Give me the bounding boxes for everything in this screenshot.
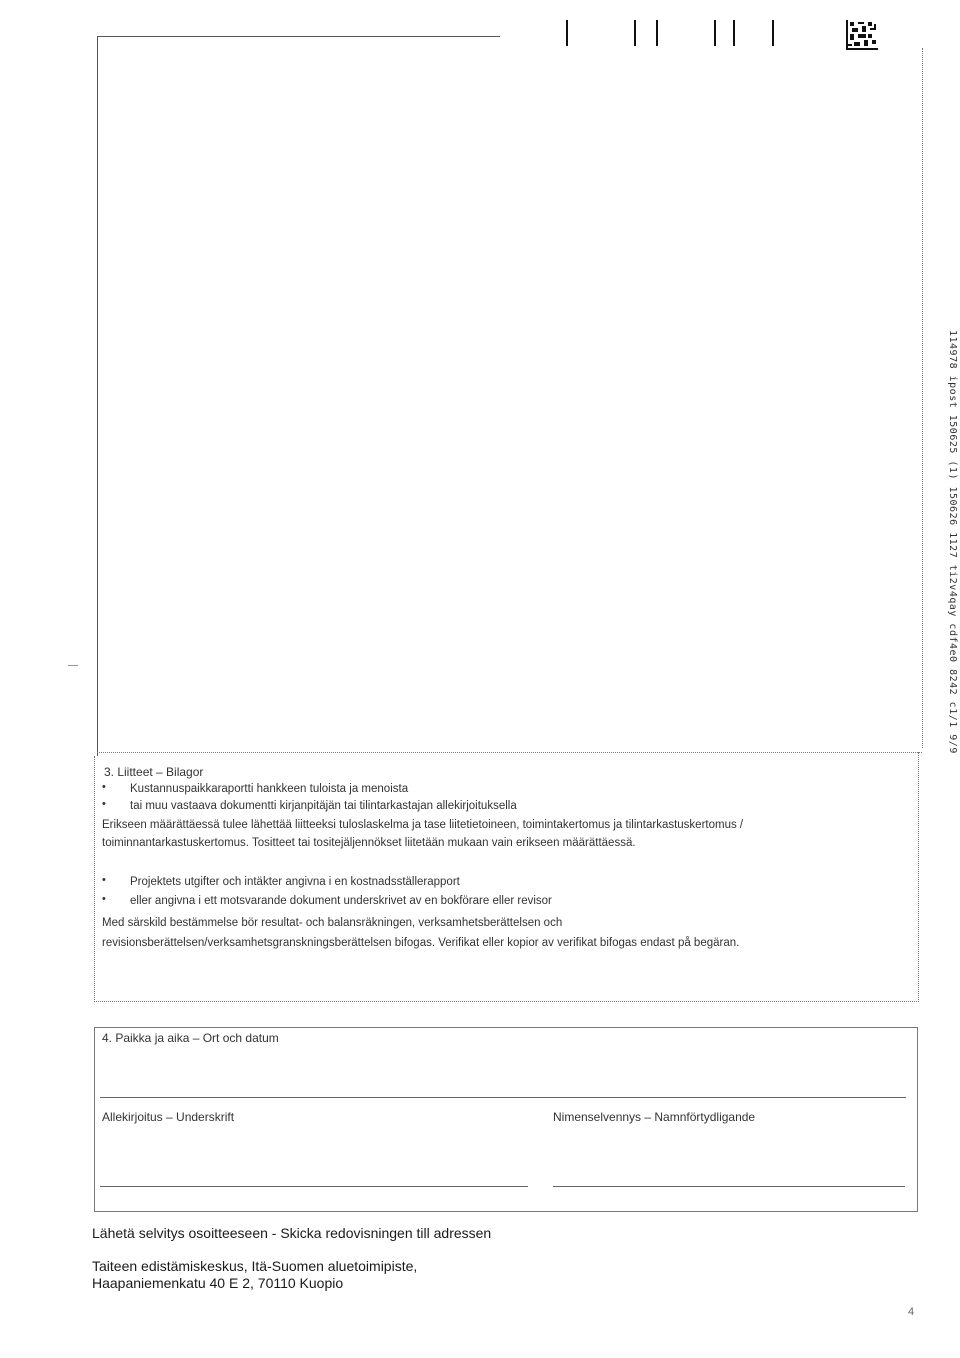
section3-heading: 3. Liitteet – Bilagor bbox=[104, 765, 204, 779]
page-number: 4 bbox=[908, 1306, 915, 1318]
fi-bullet-1: Kustannuspaikkaraportti hankkeen tuloista ja menoista bbox=[130, 783, 409, 795]
sv-bullet-2: eller angivna i ett motsvarande dokument underskrivet av en bokförare eller revisor bbox=[130, 895, 552, 907]
barcode-bar bbox=[733, 20, 735, 46]
fax-header-id: 114978 ipost 150625 (1) 150626 1127 ti2v4qay cdf4e0 8242 c1/1 9/9 bbox=[947, 330, 958, 754]
section4-top-border bbox=[94, 1027, 918, 1028]
address-line-1: Taiteen edistämiskeskus, Itä-Suomen aluetoimipiste, bbox=[92, 1258, 418, 1274]
barcode-bar bbox=[656, 20, 658, 46]
bullet-dot: • bbox=[102, 874, 106, 886]
send-to-instruction: Lähetä selvitys osoitteeseen - Skicka redovisningen till adressen bbox=[92, 1225, 492, 1241]
section4-bottom-border bbox=[94, 1211, 918, 1212]
barcode-bar bbox=[714, 20, 716, 46]
signature-line[interactable] bbox=[100, 1186, 528, 1187]
fi-paragraph-line-2: toiminnantarkastuskertomus. Tositteet tai tositejäljennökset liitetään mukaan vain erikseen määrättäessä. bbox=[102, 837, 636, 849]
section3-left-border bbox=[94, 756, 95, 1002]
section3-right-border bbox=[918, 752, 919, 1002]
fi-paragraph-line-1: Erikseen määrättäessä tulee lähettää liitteeksi tuloslaskelma ja tase liitetietoineen, toimintakertomus ja tilintarkastuskertomus / bbox=[102, 819, 744, 831]
barcode-bar bbox=[772, 20, 774, 46]
name-clarification-line[interactable] bbox=[553, 1186, 905, 1187]
sv-paragraph-line-1: Med särskild bestämmelse bör resultat- och balansräkningen, verksamhetsberättelsen och bbox=[102, 917, 563, 929]
section3-bottom-border bbox=[94, 1001, 919, 1002]
place-date-line bbox=[100, 1097, 906, 1098]
right-dotted-edge bbox=[922, 48, 923, 748]
section3-top-border bbox=[97, 752, 922, 753]
bullet-dot: • bbox=[102, 893, 106, 905]
data-matrix-code bbox=[846, 20, 878, 50]
section4-heading: 4. Paikka ja aika – Ort och datum bbox=[102, 1031, 279, 1045]
fi-bullet-2: tai muu vastaava dokumentti kirjanpitäjän tai tilintarkastajan allekirjoituksella bbox=[130, 800, 517, 812]
section4-left-border bbox=[94, 1027, 95, 1212]
barcode-bar bbox=[566, 20, 568, 46]
tick-mark bbox=[68, 665, 78, 666]
bullet-dot: • bbox=[102, 781, 106, 793]
address-line-2: Haapaniemenkatu 40 E 2, 70110 Kuopio bbox=[92, 1275, 344, 1291]
section4-right-border bbox=[917, 1027, 918, 1212]
sv-bullet-1: Projektets utgifter och intäkter angivna i en kostnadsställerapport bbox=[130, 876, 460, 888]
sv-paragraph-line-2: revisionsberättelsen/verksamhetsgranskningsberättelsen bifogas. Verifikat eller kopior av verifikat bifogas endast på begäran. bbox=[102, 937, 740, 949]
name-clarification-label: Nimenselvennys – Namnförtydligande bbox=[553, 1110, 756, 1124]
left-border bbox=[97, 36, 98, 756]
top-rule bbox=[98, 36, 500, 37]
bullet-dot: • bbox=[102, 798, 106, 810]
signature-label: Allekirjoitus – Underskrift bbox=[102, 1110, 235, 1124]
barcode-bar bbox=[634, 20, 636, 46]
